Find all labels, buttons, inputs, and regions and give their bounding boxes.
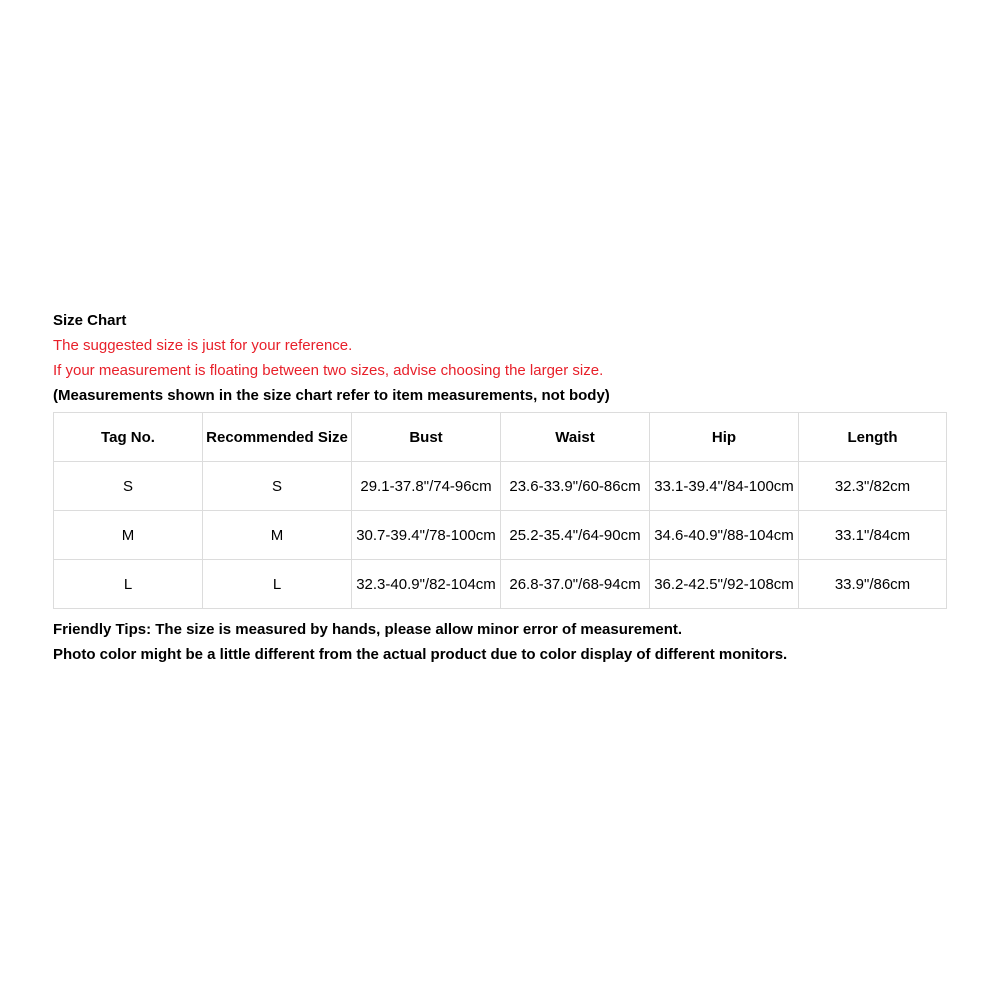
header-bust: Bust bbox=[352, 413, 501, 462]
size-chart-heading: Size Chart bbox=[53, 312, 127, 329]
cell-hip: 33.1-39.4"/84-100cm bbox=[650, 462, 799, 511]
table-row bbox=[54, 511, 947, 560]
cell-bust: 29.1-37.8"/74-96cm bbox=[352, 462, 501, 511]
measurement-disclaimer: (Measurements shown in the size chart refer to item measurements, not body) bbox=[53, 387, 610, 404]
cell-waist: 26.8-37.0"/68-94cm bbox=[501, 560, 650, 609]
cell-hip: 34.6-40.9"/88-104cm bbox=[650, 511, 799, 560]
cell-bust: 30.7-39.4"/78-100cm bbox=[352, 511, 501, 560]
header-hip: Hip bbox=[650, 413, 799, 462]
table-row bbox=[54, 560, 947, 609]
header-tag-no: Tag No. bbox=[54, 413, 203, 462]
cell-hip: 36.2-42.5"/92-108cm bbox=[650, 560, 799, 609]
friendly-tips: Friendly Tips: The size is measured by hands, please allow minor error of measurement. bbox=[53, 621, 683, 638]
cell-bust: 32.3-40.9"/82-104cm bbox=[352, 560, 501, 609]
cell-length: 33.9"/86cm bbox=[799, 560, 947, 609]
header-waist: Waist bbox=[501, 413, 650, 462]
cell-tag-no: M bbox=[54, 511, 203, 560]
photo-color-note: Photo color might be a little different from the actual product due to color display of different monitors. bbox=[53, 646, 788, 663]
size-chart-section bbox=[53, 308, 947, 667]
table-header-row bbox=[54, 413, 947, 462]
table-row bbox=[54, 462, 947, 511]
reference-note: The suggested size is just for your reference. bbox=[53, 337, 353, 354]
sizing-advice-note: If your measurement is floating between two sizes, advise choosing the larger size. bbox=[53, 362, 604, 379]
cell-waist: 23.6-33.9"/60-86cm bbox=[501, 462, 650, 511]
cell-length: 32.3"/82cm bbox=[799, 462, 947, 511]
header-length: Length bbox=[799, 413, 947, 462]
cell-tag-no: S bbox=[54, 462, 203, 511]
cell-tag-no: L bbox=[54, 560, 203, 609]
cell-recommended-size: L bbox=[203, 560, 352, 609]
cell-length: 33.1"/84cm bbox=[799, 511, 947, 560]
header-recommended-size: Recommended Size bbox=[203, 413, 352, 462]
cell-waist: 25.2-35.4"/64-90cm bbox=[501, 511, 650, 560]
size-table bbox=[53, 412, 947, 609]
cell-recommended-size: S bbox=[203, 462, 352, 511]
cell-recommended-size: M bbox=[203, 511, 352, 560]
